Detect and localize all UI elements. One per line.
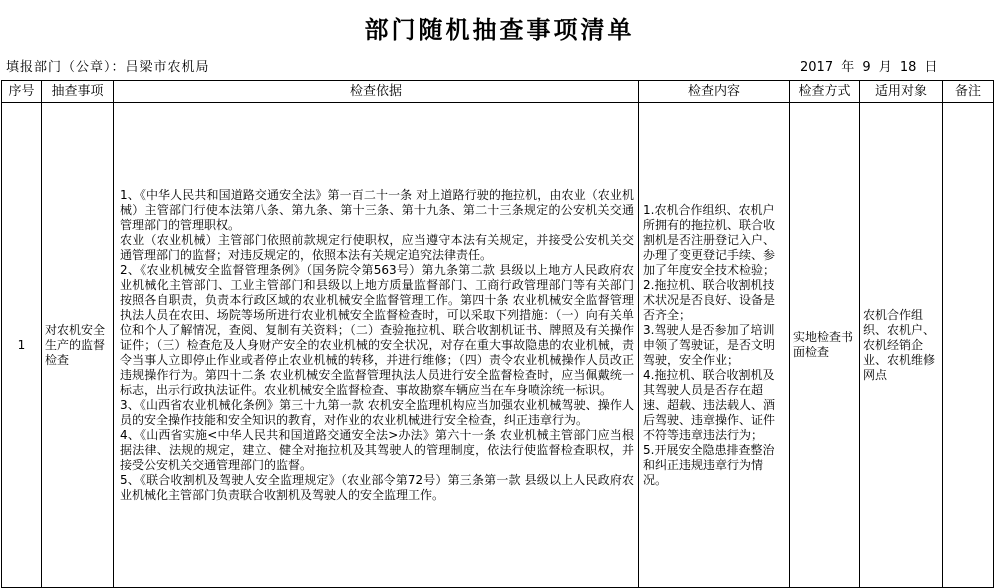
basis-paragraph: 4、《山西省实施<中华人民共和国道路交通安全法>办法》第六十一条 农业机械主管部门应当根据法律、法规的规定，建立、健全对拖拉机及其驾驶人的管理制度，依法行使监督检查职权，并接受公安机关交通管理部门的监督。 bbox=[120, 427, 634, 472]
content-item: 4.拖拉机、联合收割机及其驾驶人员是否存在超速、超载、违法载人、酒后驾驶、违章操作、证件不符等违章违法行为； bbox=[643, 367, 776, 442]
header-remark: 备注 bbox=[943, 81, 994, 103]
basis-paragraph: 3、《山西省农业机械化条例》第三十九第一款 农机安全监理机构应当加强农业机械驾驶、操作人员的安全操作技能和安全知识的教育，对作业的农业机械进行安全检查，纠正违章行为。 bbox=[120, 397, 634, 427]
reporting-unit: 填报部门（公章）：吕梁市农机局 bbox=[6, 60, 210, 75]
basis-paragraph: 5、《联合收割机及驾驶人安全监理规定》（农业部令第72号）第三条第一款 县级以上人民政府农业机械化主管部门负责联合收割机及驾驶人的安全监理工作。 bbox=[120, 472, 634, 502]
basis-paragraph: 2、《农业机械安全监督管理条例》（国务院令第563号）第九条第二款 县级以上地方人民政府农业机械化主管部门、工业主管部门和县级以上地方质量监督部门、工商行政管理部门等有关部门按照各自职责，负责本行政区域的农业机械安全监督管理工作。第四十条 农业机械安全监督管理执法人员在农田、场院等场所进行农业机械安全监督检查时，可以采取下列措施：（一）向有关单位和个人了解情况，查阅、复制有关资料；（二）查验拖拉机、联合收割机证书、牌照及有关操作证件；（三）检查危及人身财产安全的农业机械的安全状况，对存在重大事故隐患的农业机械，责令当事人立即停止作业或者停止农业机械的转移，并进行维修；（四）责令农业机械操作人员改正违规操作行为。第四十二条 农业机械安全监督管理执法人员进行安全监督检查时，应当佩戴统一标志，出示行政执法证件。农业机械安全监督检查、事故勘察车辆应当在车身喷涂统一标识。 bbox=[120, 262, 634, 397]
content-item: 2.拖拉机、联合收割机技术状况是否良好、设备是否齐全； bbox=[643, 277, 776, 322]
row-remark bbox=[943, 103, 994, 588]
header-method: 检查方式 bbox=[790, 81, 860, 103]
header-item: 抽查事项 bbox=[42, 81, 114, 103]
header-target: 适用对象 bbox=[860, 81, 943, 103]
table-row bbox=[2, 103, 994, 588]
row-content bbox=[639, 103, 790, 588]
basis-paragraph: 农业（农业机械）主管部门依照前款规定行使职权，应当遵守本法有关规定，并接受公安机关交通管理部门的监督；对违反规定的，依照本法有关规定追究法律责任。 bbox=[120, 232, 634, 262]
content-item: 1.农机合作组织、农机户所拥有的拖拉机、联合收割机是否注册登记入户、办理了变更登记手续、参加了年度安全技术检验； bbox=[643, 202, 776, 277]
content-item: 5.开展安全隐患排查整治和纠正违规违章行为情况。 bbox=[643, 442, 775, 487]
report-date: 2017 年 9 月 18 日 bbox=[800, 60, 938, 75]
content-item: 3.驾驶人是否参加了培训申领了驾驶证，是否文明驾驶，安全作业； bbox=[643, 322, 776, 367]
row-number: 1 bbox=[2, 103, 42, 588]
header-basis: 检查依据 bbox=[114, 81, 639, 103]
header-content: 检查内容 bbox=[639, 81, 790, 103]
table-header-row bbox=[2, 81, 994, 103]
row-item: 对农机安全生产的监督检查 bbox=[42, 103, 114, 588]
row-target: 农机合作组织、农机户、农机经销企业、农机维修网点 bbox=[860, 103, 943, 588]
basis-paragraph: 1、《中华人民共和国道路交通安全法》第一百二十一条 对上道路行驶的拖拉机，由农业（农业机械）主管部门行使本法第八条、第九条、第十三条、第十九条、第二十三条规定的公安机关交通管理部门的管理职权。 bbox=[120, 187, 634, 232]
header-number: 序号 bbox=[2, 81, 42, 103]
row-method: 实地检查书面检查 bbox=[790, 103, 860, 588]
page-title: 部门随机抽查事项清单 bbox=[364, 16, 635, 44]
inspection-table bbox=[1, 80, 994, 588]
row-basis bbox=[114, 103, 639, 588]
